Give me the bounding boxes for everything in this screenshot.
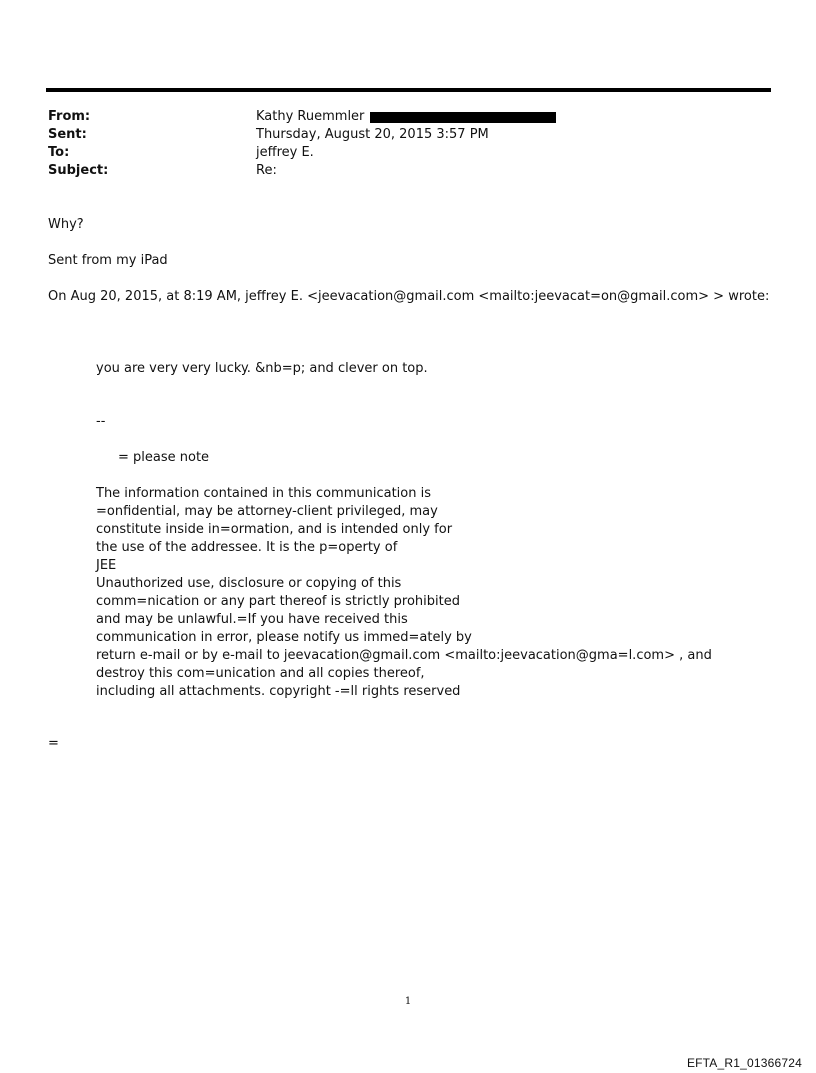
quoted-separator: -- xyxy=(96,414,106,429)
subject-row xyxy=(48,162,748,180)
subject-value: Re: xyxy=(256,163,277,178)
document-id: EFTA_R1_01366724 xyxy=(686,1056,802,1070)
email-header xyxy=(48,108,748,180)
disclaimer-line: destroy this com=unication and all copies thereof, xyxy=(96,666,425,681)
from-value xyxy=(256,108,748,126)
to-row xyxy=(48,144,748,162)
disclaimer-line: the use of the addressee. It is the p=operty of xyxy=(96,540,398,555)
quoted-message: you are very very lucky. &nb=p; and clever on top. xyxy=(96,361,428,376)
disclaimer-line: comm=nication or any part thereof is strictly prohibited xyxy=(96,594,460,609)
page-number: 1 xyxy=(404,996,412,1007)
redaction-bar xyxy=(370,112,556,123)
from-name: Kathy Ruemmler xyxy=(256,109,365,124)
reply-intro: On Aug 20, 2015, at 8:19 AM, jeffrey E. <jeevacation@gmail.com <mailto:jeevacat=on@gmail.com> > wrote: xyxy=(48,289,770,304)
disclaimer-line: The information contained in this communication is xyxy=(96,486,431,501)
sent-label: Sent: xyxy=(48,127,87,142)
from-row xyxy=(48,108,748,126)
body-line-why: Why? xyxy=(48,217,84,232)
disclaimer-line: JEE xyxy=(96,558,117,573)
disclaimer-line: constitute inside in=ormation, and is intended only for xyxy=(96,522,453,537)
to-value: jeffrey E. xyxy=(256,145,314,160)
subject-label: Subject: xyxy=(48,163,109,178)
disclaimer-line: =onfidential, may be attorney-client privileged, may xyxy=(96,504,438,519)
disclaimer xyxy=(96,485,712,701)
quoted-note: = please note xyxy=(118,450,210,465)
disclaimer-line: and may be unlawful.=If you have received this xyxy=(96,612,408,627)
sent-row xyxy=(48,126,748,144)
from-label: From: xyxy=(48,109,91,124)
to-label: To: xyxy=(48,145,70,160)
body-signature: Sent from my iPad xyxy=(48,253,168,268)
trailing-equals: = xyxy=(48,736,59,751)
sent-value: Thursday, August 20, 2015 3:57 PM xyxy=(256,127,489,142)
header-divider xyxy=(46,88,771,92)
disclaimer-line: including all attachments. copyright -=ll rights reserved xyxy=(96,684,461,699)
disclaimer-line: communication in error, please notify us immed=ately by xyxy=(96,630,472,645)
disclaimer-line: Unauthorized use, disclosure or copying of this xyxy=(96,576,402,591)
disclaimer-line: return e-mail or by e-mail to jeevacation@gmail.com <mailto:jeevacation@gma=l.com> , and xyxy=(96,648,712,663)
